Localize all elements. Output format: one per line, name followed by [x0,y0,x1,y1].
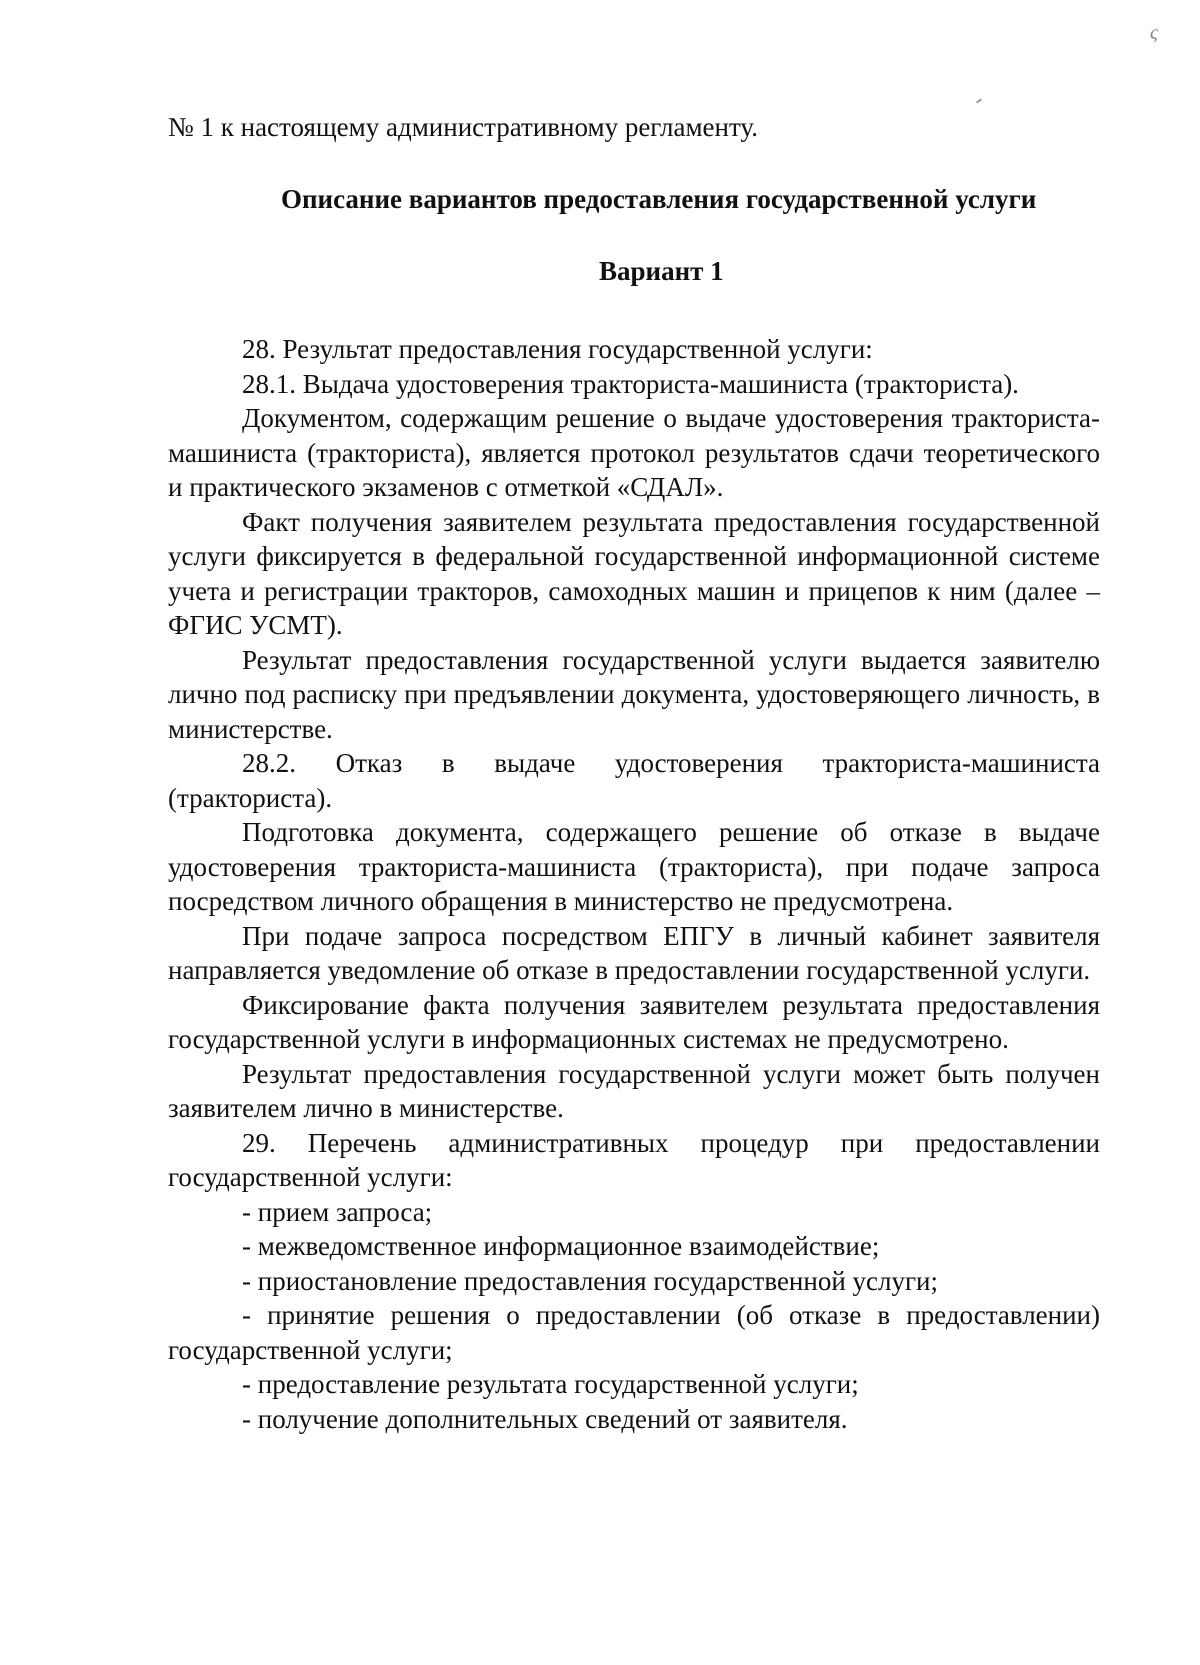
paragraph-28: 28. Результат предоставления государственной услуги: [242,334,873,364]
list-item: - предоставление результата государственной услуги; [242,1369,859,1399]
list-item: - прием запроса; [242,1196,433,1227]
corner-pen-mark: ς [1149,22,1158,44]
top-line: № 1 к настоящему административному регламенту. [168,112,758,142]
list-item: - межведомственное информационное взаимодействие; [242,1231,880,1261]
list-item: - получение дополнительных сведений от заявителя. [242,1403,848,1434]
list-item: - приостановление предоставления государственной услуги; [242,1265,939,1296]
list-item: - принятие решения о предоставлении (об отказе в предоставлении) государственной услуги; [168,1300,1100,1365]
document-body [168,332,1100,1436]
paragraph-result-received: Результат предоставления государственной услуги может быть получен заявителем лично в министерстве. [168,1058,1100,1123]
paragraph-epgu-notice: При подаче запроса посредством ЕПГУ в личный кабинет заявителя направляется уведомление об отказе в предоставлении государственной услуги. [168,920,1100,985]
paragraph-fixation: Фиксирование факта получения заявителем результата предоставления государственной услуги в информационных системах не предусмотрено. [168,989,1100,1054]
paragraph-refusal-document: Подготовка документа, содержащего решение об отказе в выдаче удостоверения тракториста-машиниста (тракториста), при подаче запроса посредством личного обращения в министерство не предусмотрена. [168,817,1100,916]
paragraph-28-1: 28.1. Выдача удостоверения тракториста-машиниста (тракториста). [242,368,1019,399]
section-title: Описание вариантов предоставления государственной услуги [281,184,1037,214]
pen-tick-mark [976,98,982,103]
paragraph-29: 29. Перечень административных процедур при предоставлении государственной услуги: [168,1127,1100,1192]
paragraph-result-issued: Результат предоставления государственной услуги выдается заявителю лично под расписку при предъявлении документа, удостоверяющего личность, в министерстве. [168,644,1100,744]
paragraph-decision-document: Документом, содержащим решение о выдаче удостоверения тракториста-машиниста (тракториста), является протокол результатов сдачи теоретического и практического экзаменов с отметкой «СДАЛ». [168,403,1100,502]
paragraph-28-2: 28.2. Отказ в выдаче удостоверения тракториста-машиниста (тракториста). [168,748,1100,813]
variant-title: Вариант 1 [599,256,724,286]
document-continuation [168,110,1100,145]
paragraph-fact-recorded: Факт получения заявителем результата предоставления государственной услуги фиксируется в федеральной государственной информационной системе учета и регистрации тракторов, самоходных машин и прицепов к ним (далее – ФГИС УСМТ). [168,506,1100,640]
